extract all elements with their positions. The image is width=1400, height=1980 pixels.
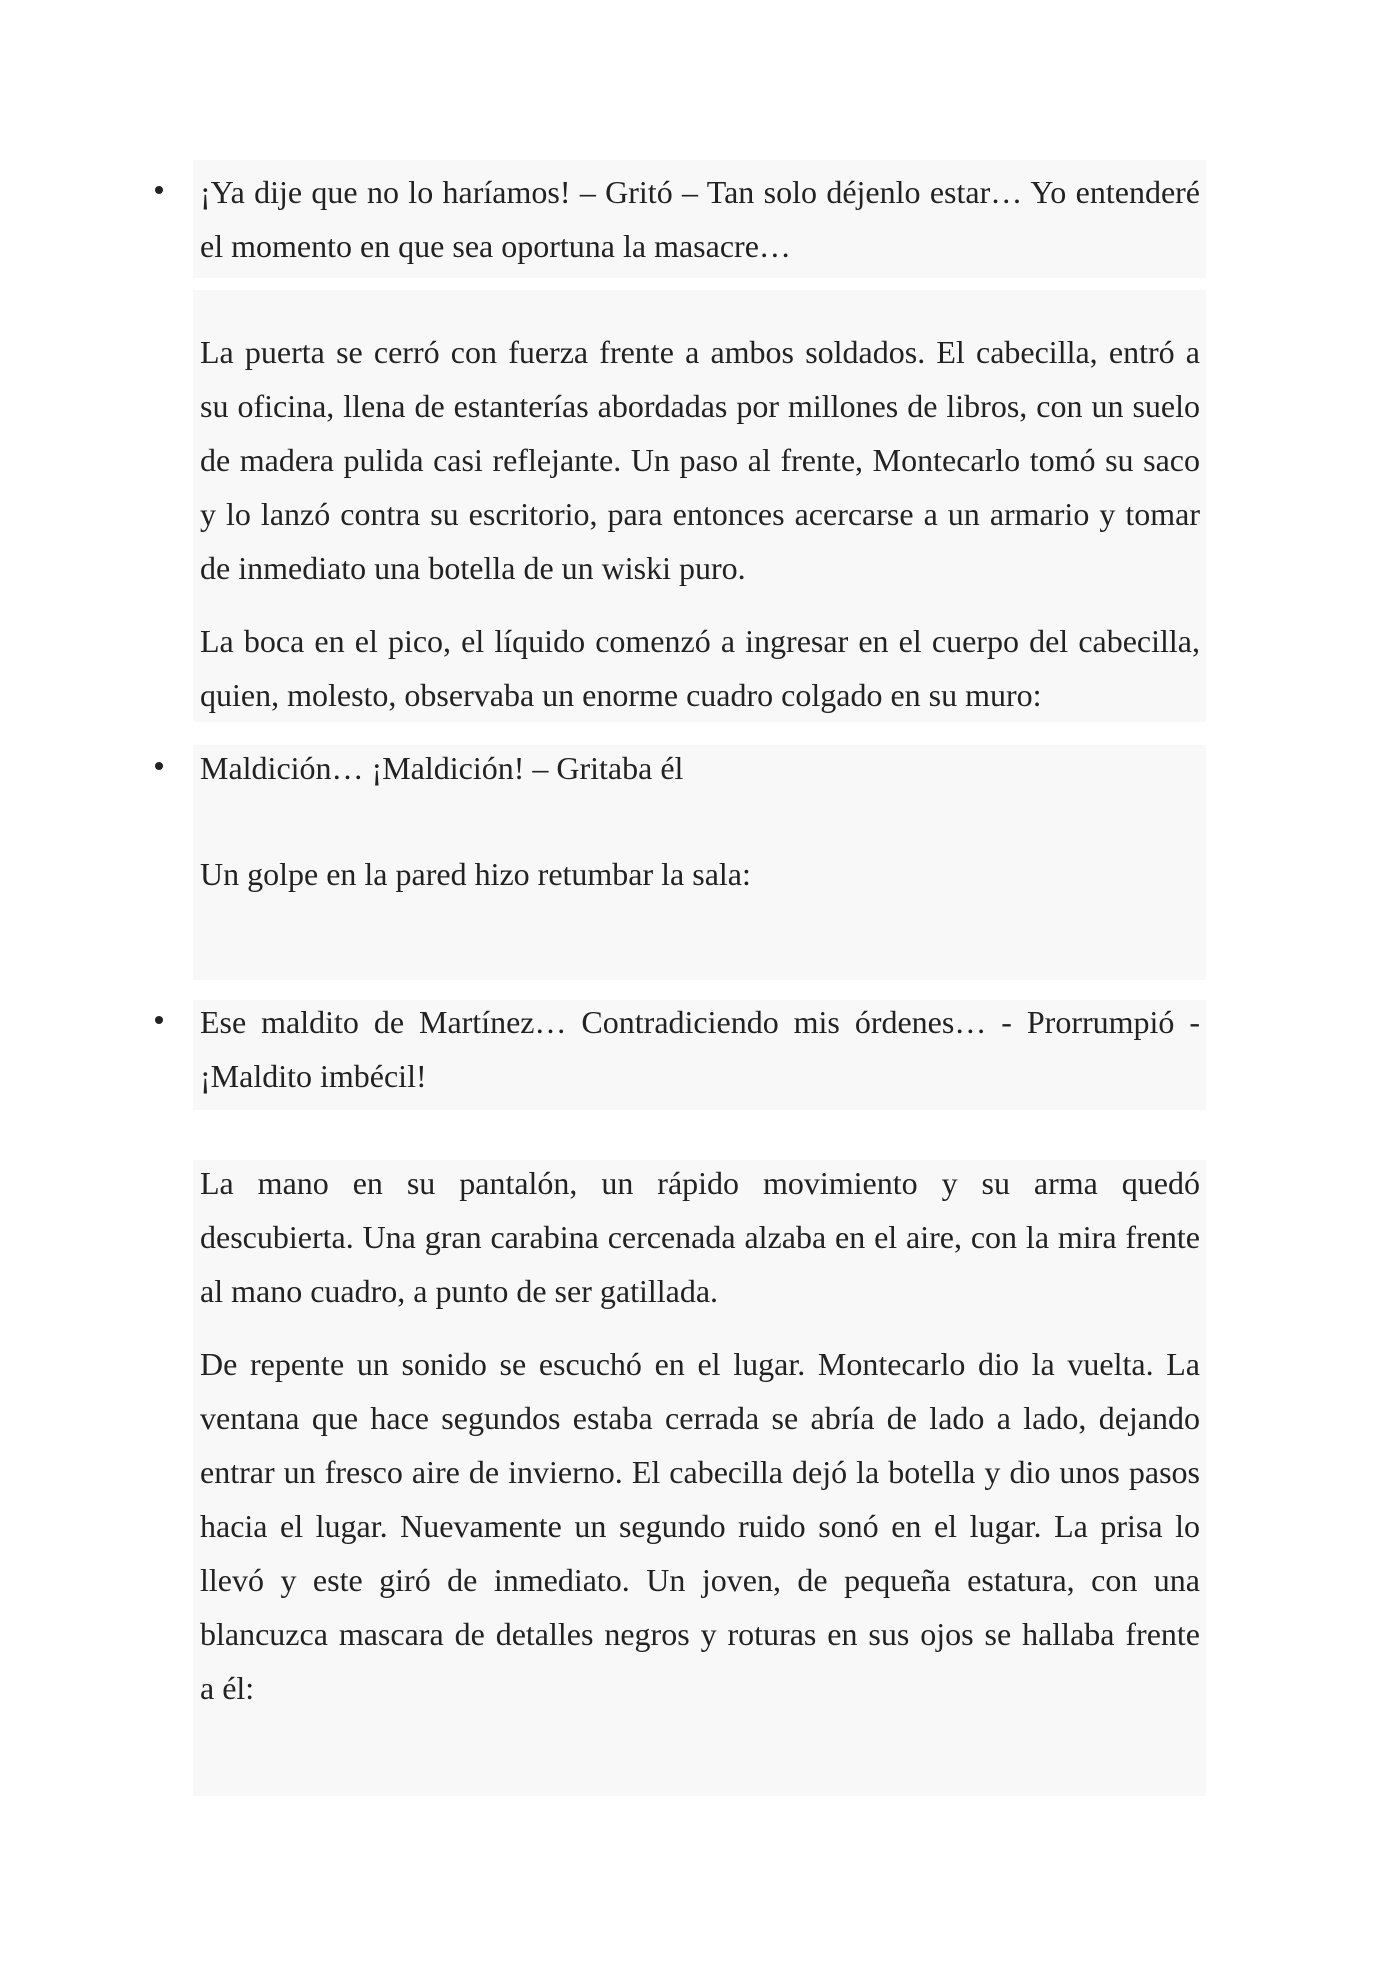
bullet-1 xyxy=(153,165,167,179)
text-line-9: quien, molesto, observaba un enorme cuadro colgado en su muro: xyxy=(200,677,1042,713)
text-line-19: entrar un fresco aire de invierno. El cabecilla dejó la botella y dio unos pasos xyxy=(200,1454,1200,1490)
text-line-15: descubierta. Una gran carabina cercenada alzaba en el aire, con la mira frente xyxy=(200,1219,1200,1255)
text-line-3: La puerta se cerró con fuerza frente a ambos soldados. El cabecilla, entró a xyxy=(200,334,1200,370)
bullet-3 xyxy=(153,995,167,1009)
text-line-12: Ese maldito de Martínez… Contradiciendo mis órdenes… - Prorrumpió - xyxy=(200,1004,1200,1040)
text-line-1: ¡Ya dije que no lo haríamos! – Gritó – Tan solo déjenlo estar… Yo entenderé xyxy=(200,174,1200,210)
text-line-16: al mano cuadro, a punto de ser gatillada. xyxy=(200,1273,719,1309)
text-line-7: de inmediato una botella de un wiski puro. xyxy=(200,550,746,586)
text-line-18: ventana que hace segundos estaba cerrada se abría de lado a lado, dejando xyxy=(200,1400,1200,1436)
text-line-21: llevó y este giró de inmediato. Un joven, de pequeña estatura, con una xyxy=(200,1562,1200,1598)
text-line-4: su oficina, llena de estanterías abordadas por millones de libros, con un suelo xyxy=(200,388,1200,424)
text-line-23: a él: xyxy=(200,1670,255,1706)
text-line-13: ¡Maldito imbécil! xyxy=(200,1058,427,1094)
text-line-5: de madera pulida casi reflejante. Un paso al frente, Montecarlo tomó su saco xyxy=(200,442,1200,478)
text-line-20: hacia el lugar. Nuevamente un segundo ruido sonó en el lugar. La prisa lo xyxy=(200,1508,1200,1544)
text-line-10: Maldición… ¡Maldición! – Gritaba él xyxy=(200,750,684,786)
text-line-6: y lo lanzó contra su escritorio, para entonces acercarse a un armario y tomar xyxy=(200,496,1200,532)
bullet-2 xyxy=(153,741,167,755)
text-line-14: La mano en su pantalón, un rápido movimiento y su arma quedó xyxy=(200,1165,1200,1201)
text-line-11: Un golpe en la pared hizo retumbar la sala: xyxy=(200,856,751,892)
text-line-2: el momento en que sea oportuna la masacre… xyxy=(200,228,791,264)
text-line-22: blancuzca mascara de detalles negros y roturas en sus ojos se hallaba frente xyxy=(200,1616,1200,1652)
text-line-17: De repente un sonido se escuchó en el lugar. Montecarlo dio la vuelta. La xyxy=(200,1346,1200,1382)
text-line-8: La boca en el pico, el líquido comenzó a ingresar en el cuerpo del cabecilla, xyxy=(200,623,1200,659)
